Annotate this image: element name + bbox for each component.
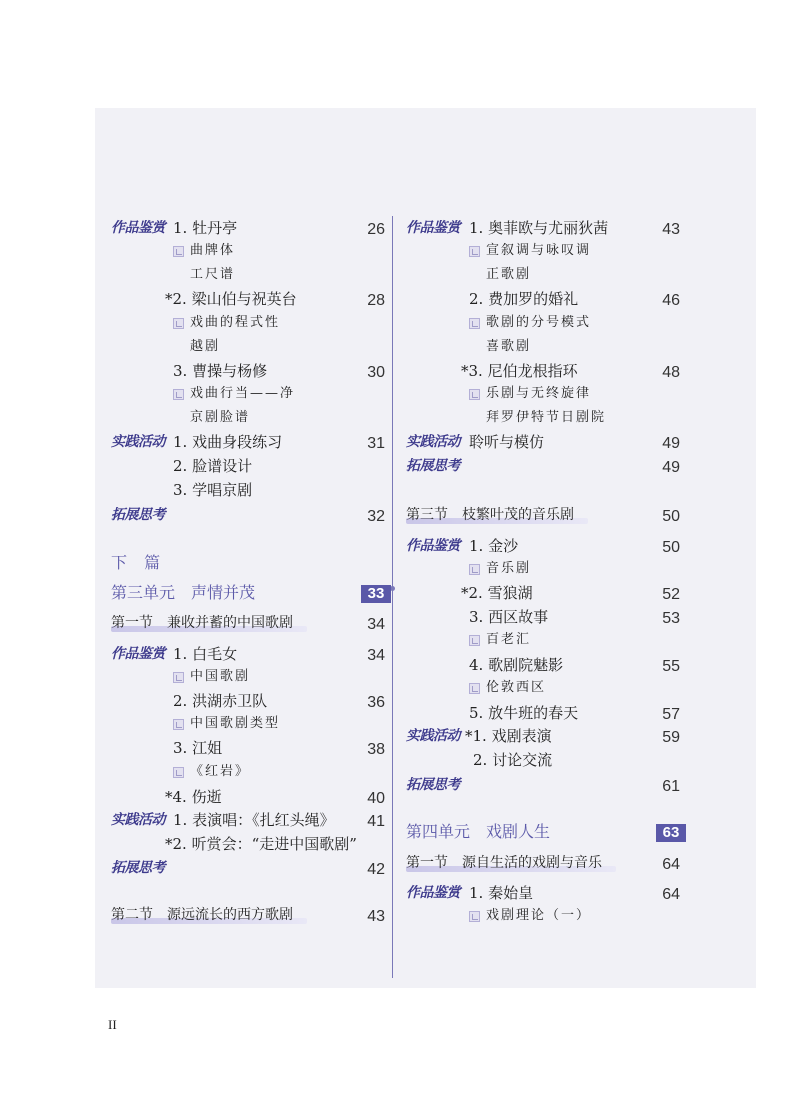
label-practice: 实践活动	[111, 812, 165, 828]
page-number: 31	[367, 435, 385, 452]
toc-entry[interactable]: 2. 洪湖赤卫队	[173, 692, 268, 710]
page-number: 64	[662, 886, 680, 903]
label-extend: 拓展思考	[406, 777, 460, 793]
keyword-icon	[173, 719, 184, 730]
keyword-icon	[469, 564, 480, 575]
keyword-entry[interactable]: 歌剧的分号模式	[486, 315, 592, 330]
page-number: 41	[367, 813, 385, 830]
keyword-entry[interactable]: 戏剧理论（一）	[486, 908, 592, 923]
keyword-entry[interactable]: 喜歌剧	[486, 339, 532, 354]
keyword-entry[interactable]: 《红岩》	[190, 764, 251, 779]
page-number: 50	[662, 539, 680, 556]
toc-entry[interactable]: 1. 白毛女	[173, 645, 238, 663]
keyword-icon	[173, 389, 184, 400]
keyword-icon	[469, 389, 480, 400]
unit-title[interactable]: 第四单元 戏剧人生	[406, 822, 551, 841]
page-number: 34	[367, 616, 385, 633]
page-number: 50	[662, 508, 680, 525]
section-title[interactable]: 第二节 源远流长的西方歌剧	[111, 907, 293, 923]
section-title[interactable]: 第一节 兼收并蓄的中国歌剧	[111, 615, 293, 631]
toc-entry[interactable]: 2. 脸谱设计	[173, 457, 253, 475]
keyword-entry[interactable]: 百老汇	[486, 632, 532, 647]
label-works: 作品鉴赏	[111, 220, 165, 236]
keyword-icon	[469, 246, 480, 257]
label-extend: 拓展思考	[406, 458, 460, 474]
toc-entry[interactable]: 3. 江姐	[173, 739, 223, 757]
part-title: 下 篇	[111, 553, 167, 572]
toc-entry[interactable]: 1. 牡丹亭	[173, 219, 238, 237]
toc-entry[interactable]: 2. 讨论交流	[473, 751, 553, 769]
page-number: 26	[367, 221, 385, 238]
toc-entry[interactable]: *3. 尼伯龙根指环	[461, 362, 578, 380]
keyword-entry[interactable]: 曲牌体	[190, 243, 236, 258]
toc-entry[interactable]: 1. 戏曲身段练习	[173, 433, 283, 451]
label-extend: 拓展思考	[111, 860, 165, 876]
toc-entry[interactable]: *2. 听赏会：“走进中国歌剧”	[165, 835, 357, 853]
unit-page-badge: 63	[656, 824, 686, 842]
label-practice: 实践活动	[111, 434, 165, 450]
keyword-entry[interactable]: 中国歌剧类型	[190, 716, 281, 731]
label-practice: 实践活动	[406, 434, 460, 450]
keyword-icon	[469, 683, 480, 694]
page-number: 64	[662, 856, 680, 873]
keyword-icon	[173, 318, 184, 329]
keyword-entry[interactable]: 正歌剧	[486, 267, 532, 282]
toc-entry[interactable]: *2. 梁山伯与祝英台	[165, 290, 297, 308]
keyword-entry[interactable]: 中国歌剧	[190, 669, 251, 684]
keyword-entry[interactable]: 拜罗伊特节日剧院	[486, 410, 607, 425]
keyword-icon	[173, 246, 184, 257]
page-number: 40	[367, 790, 385, 807]
page-number: 32	[367, 508, 385, 525]
toc-entry[interactable]: 3. 西区故事	[469, 608, 549, 626]
label-works: 作品鉴赏	[111, 646, 165, 662]
toc-entry[interactable]: *4. 伤逝	[165, 788, 222, 806]
unit-title[interactable]: 第三单元 声情并茂	[111, 583, 256, 602]
page-number: 49	[662, 459, 680, 476]
page-number: 30	[367, 364, 385, 381]
page-number: 49	[662, 435, 680, 452]
page-folio: II	[108, 1017, 117, 1032]
keyword-entry[interactable]: 越剧	[190, 339, 221, 354]
toc-entry[interactable]: 1. 奥菲欧与尤丽狄茜	[469, 219, 609, 237]
page-number: 59	[662, 729, 680, 746]
page-number: 43	[367, 908, 385, 925]
toc-entry[interactable]: 1. 秦始皇	[469, 884, 534, 902]
keyword-entry[interactable]: 戏曲行当——净	[190, 386, 296, 401]
toc-entry[interactable]: 2. 费加罗的婚礼	[469, 290, 579, 308]
toc-entry[interactable]: 3. 学唱京剧	[173, 481, 253, 499]
column-divider	[392, 216, 393, 978]
keyword-icon	[173, 672, 184, 683]
page-number: 57	[662, 706, 680, 723]
page-number: 46	[662, 292, 680, 309]
page-number: 38	[367, 741, 385, 758]
keyword-entry[interactable]: 工尺谱	[190, 267, 236, 282]
toc-entry[interactable]: 5. 放牛班的春天	[469, 704, 579, 722]
label-works: 作品鉴赏	[406, 885, 460, 901]
toc-entry[interactable]: 3. 曹操与杨修	[173, 362, 268, 380]
label-works: 作品鉴赏	[406, 538, 460, 554]
page-number: 42	[367, 861, 385, 878]
toc-entry[interactable]: *1. 戏剧表演	[465, 727, 552, 745]
page-number: 53	[662, 610, 680, 627]
toc-entry[interactable]: 1. 金沙	[469, 537, 519, 555]
page-number: 55	[662, 658, 680, 675]
keyword-entry[interactable]: 伦敦西区	[486, 680, 547, 695]
keyword-entry[interactable]: 京剧脸谱	[190, 410, 251, 425]
keyword-entry[interactable]: 宣叙调与咏叹调	[486, 243, 592, 258]
keyword-icon	[469, 911, 480, 922]
keyword-entry[interactable]: 乐剧与无终旋律	[486, 386, 592, 401]
label-works: 作品鉴赏	[406, 220, 460, 236]
page-number: 43	[662, 221, 680, 238]
toc-entry[interactable]: *2. 雪狼湖	[461, 584, 533, 602]
keyword-icon	[173, 767, 184, 778]
toc-entry[interactable]: 1. 表演唱：《扎红头绳》	[173, 811, 335, 829]
toc-entry[interactable]: 聆听与模仿	[469, 433, 545, 451]
section-title[interactable]: 第三节 枝繁叶茂的音乐剧	[406, 507, 574, 523]
keyword-icon	[469, 635, 480, 646]
page-number: 36	[367, 694, 385, 711]
keyword-icon	[469, 318, 480, 329]
unit-page-badge: 33	[361, 585, 391, 603]
page-number: 28	[367, 292, 385, 309]
page-number: 34	[367, 647, 385, 664]
page-number: 52	[662, 586, 680, 603]
keyword-entry[interactable]: 戏曲的程式性	[190, 315, 281, 330]
section-title[interactable]: 第一节 源自生活的戏剧与音乐	[406, 855, 602, 871]
label-extend: 拓展思考	[111, 507, 165, 523]
page-number: 61	[662, 778, 680, 795]
toc-entry[interactable]: 4. 歌剧院魅影	[469, 656, 564, 674]
label-practice: 实践活动	[406, 728, 460, 744]
page-number: 48	[662, 364, 680, 381]
keyword-entry[interactable]: 音乐剧	[486, 561, 532, 576]
